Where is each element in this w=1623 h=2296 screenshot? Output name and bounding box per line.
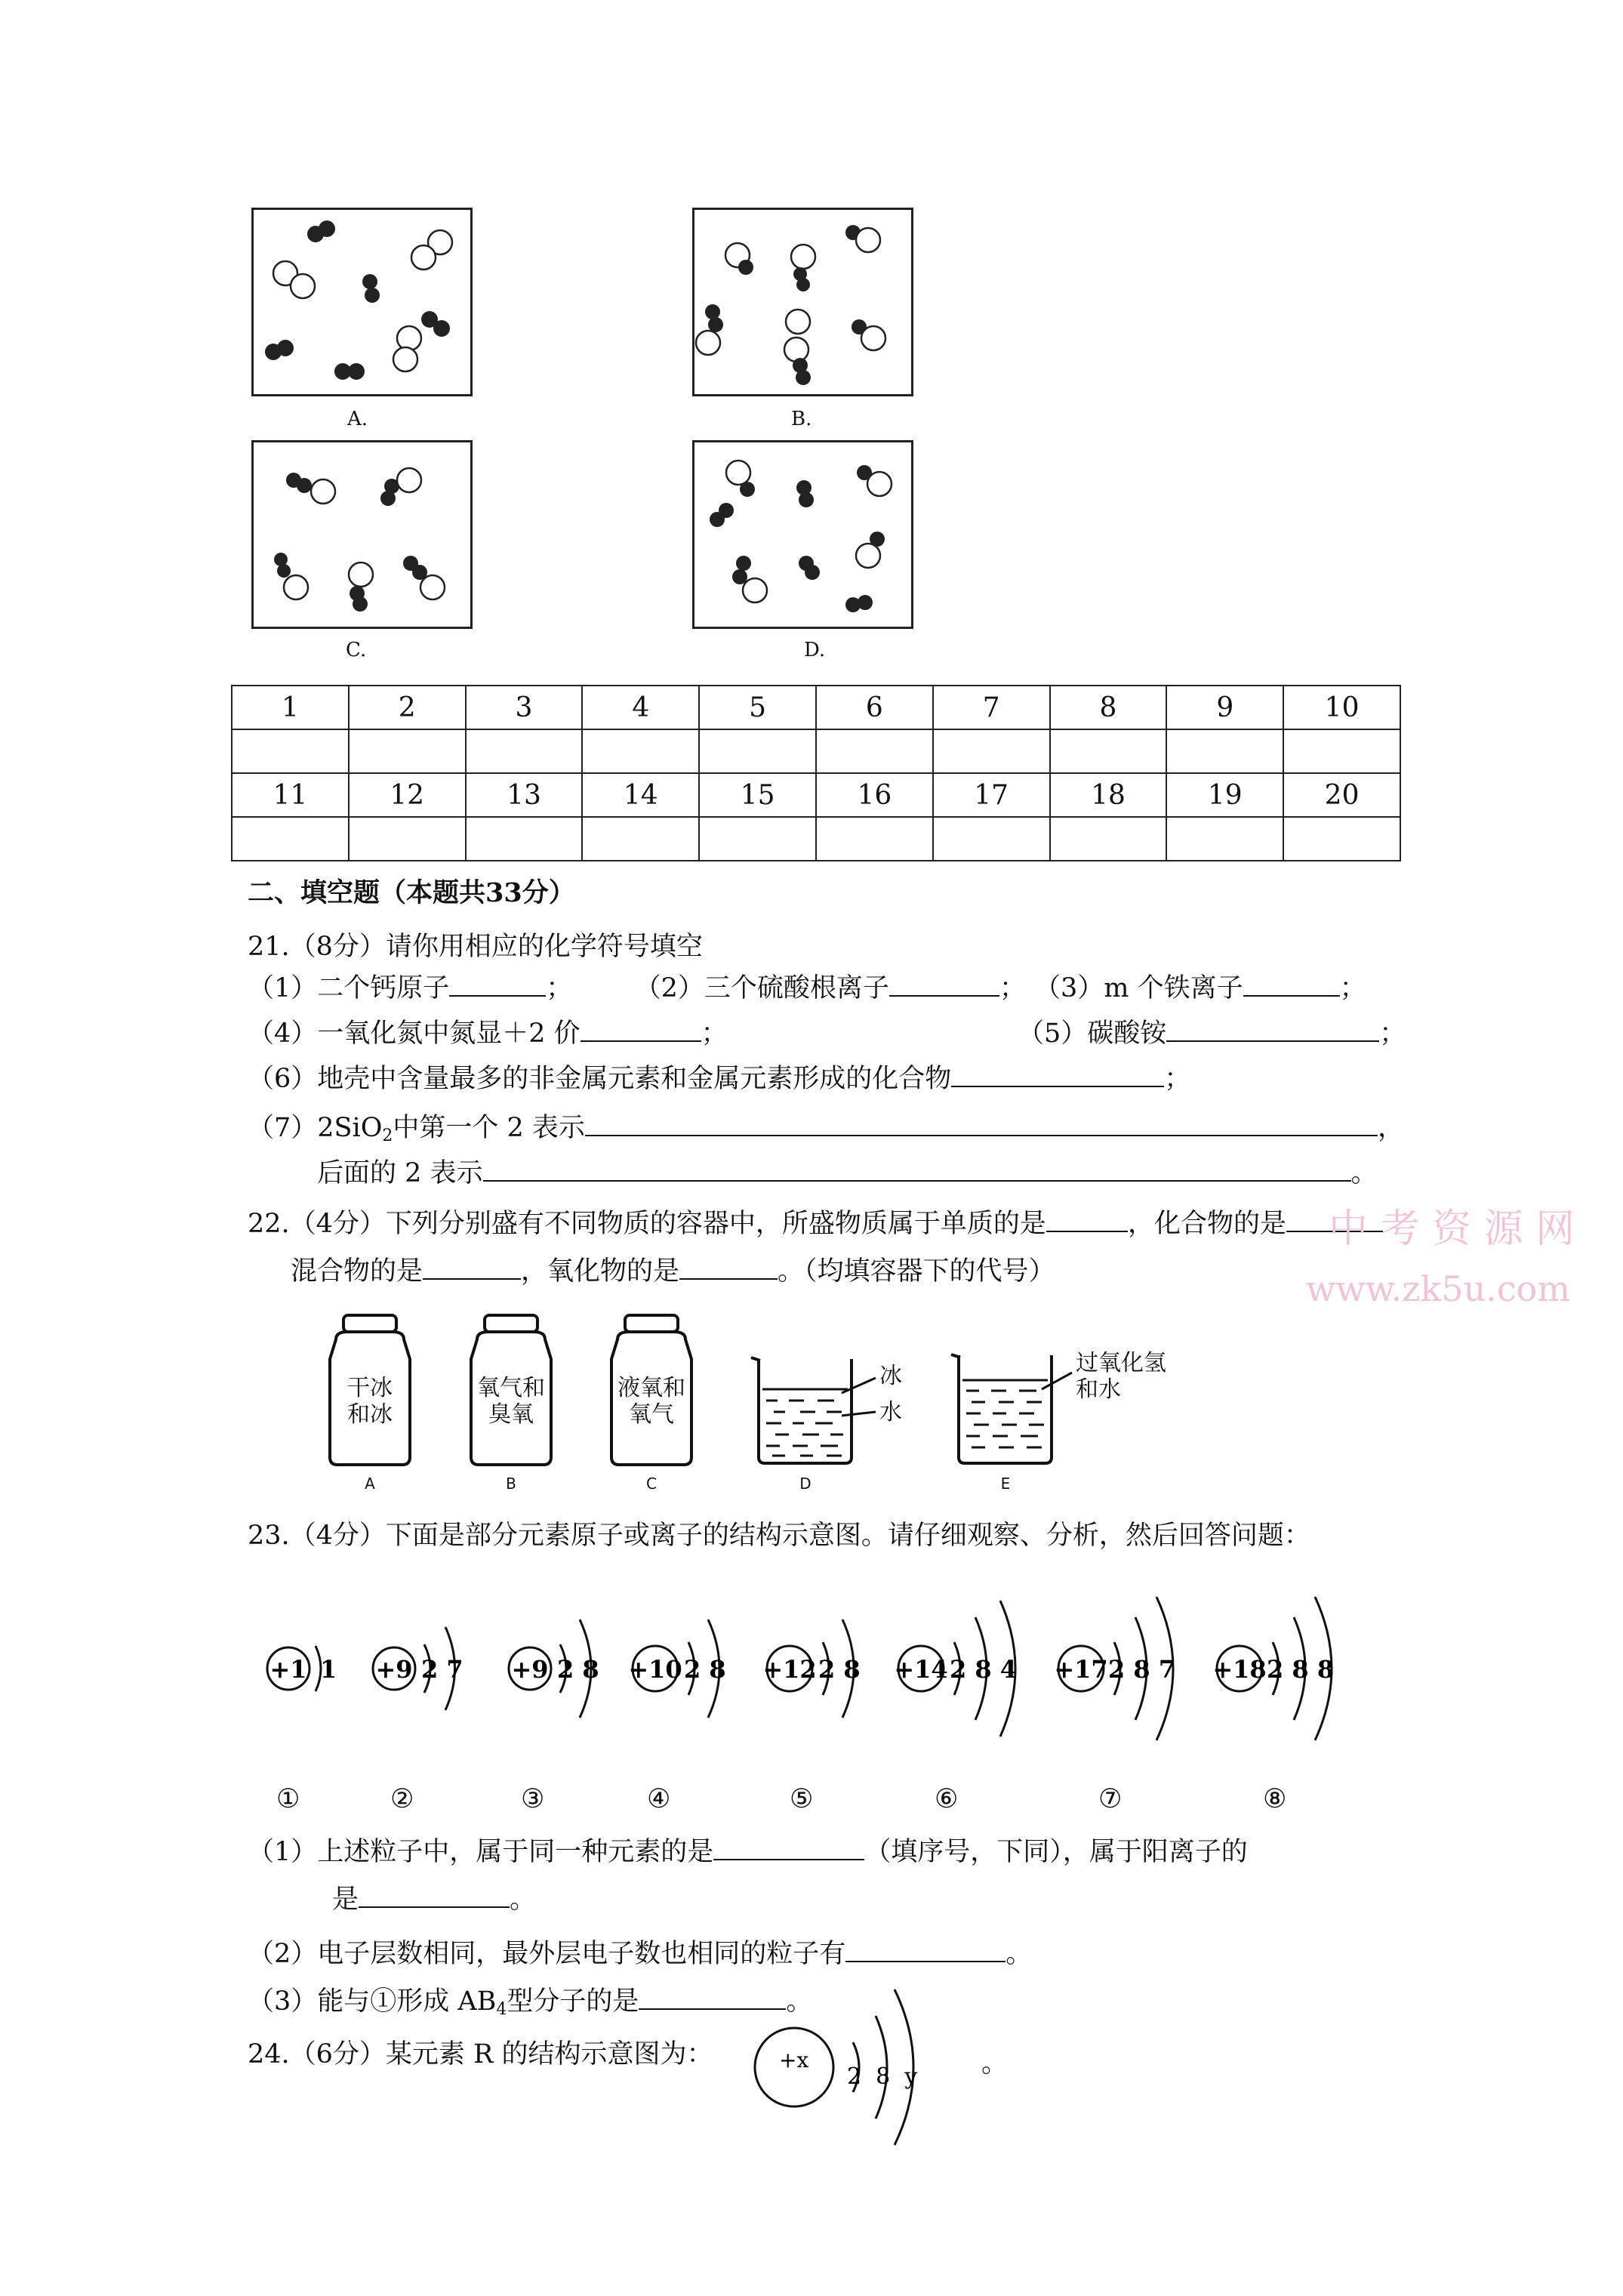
bottle-c-letter: C [646,1475,657,1493]
answer-table [231,685,1401,861]
atom-5-shells: 2 8 [818,1655,861,1684]
element-r-nucleus: +x [779,2048,809,2073]
atom-4-nucleus: +10 [628,1655,682,1684]
bottle-a-text2: 和冰 [347,1401,393,1428]
table-cell: 5 [699,686,816,729]
beaker-d-liquid [762,1378,876,1456]
answer-cell[interactable] [1166,729,1283,773]
table-cell: 20 [1283,773,1400,817]
q22-blank-oxide[interactable] [679,1256,778,1280]
table-cell: 12 [349,773,466,817]
answer-cell[interactable] [582,729,699,773]
punct: ； [546,973,573,1003]
q22-text: ，氧化物的是 [521,1256,680,1287]
punct: 。 [786,1986,813,2017]
panel-d-label: D. [804,639,826,661]
q23-text: 是 [332,1885,359,1915]
q23-text: （3）能与①形成 AB [248,1986,497,2017]
q23-blank-same-shells[interactable] [845,1938,1006,1962]
element-r-structure [747,1986,989,2159]
bottle-b-text2: 臭氧 [488,1401,534,1428]
answer-row [232,729,1400,773]
bottle-c-text1: 液氧和 [617,1375,685,1401]
answer-cell[interactable] [699,817,816,861]
q21-p1-blank[interactable] [449,972,546,997]
q22-text: 混合物的是 [291,1256,423,1287]
q22-line1 [248,1208,1383,1240]
watermark-line1: 中 考 资 源 网 [1329,1207,1575,1252]
answer-cell[interactable] [466,729,583,773]
panel-c-molecules [254,442,470,627]
q23-blank-same-element[interactable] [713,1836,864,1860]
q23-blank-cation[interactable] [359,1884,510,1908]
atom-number-8: ⑧ [1263,1784,1287,1814]
q23-line1 [248,1836,1248,1868]
atom-2-shells: 2 7 [421,1655,463,1684]
table-cell: 16 [816,773,933,817]
panel-d-molecules [694,442,911,627]
watermark-line2: www.zk5u.com [1306,1268,1570,1309]
punct: ； [1379,1019,1406,1049]
atom-4-shells: 2 8 [684,1655,726,1684]
atom-1-nucleus: +1 [269,1655,307,1684]
beaker-d-label1: 冰 [879,1363,902,1389]
beaker-d [751,1358,852,1463]
atom-number-5: ⑤ [790,1784,814,1814]
q24-stem: 24.（6分）某元素 R 的结构示意图为： [248,2039,713,2069]
panel-b-label: B. [791,408,812,430]
table-cell: 4 [582,686,699,729]
answer-cell[interactable] [933,729,1050,773]
answer-cell[interactable] [1050,817,1167,861]
q21-p2-blank[interactable] [889,972,999,997]
answer-cell[interactable] [349,817,466,861]
q21-p7-2: 后面的 2 表示 [317,1158,483,1188]
q21-line1 [248,972,1366,1004]
answer-cell[interactable] [1283,817,1400,861]
atom-number-6: ⑥ [935,1784,959,1814]
subscript: 4 [496,2000,507,2019]
panel-b [692,208,913,396]
q21-stem: 21.（8分）请你用相应的化学符号填空 [248,932,703,962]
atom-number-7: ⑦ [1098,1784,1123,1814]
q21-p4-blank[interactable] [581,1018,701,1042]
q23-text: （1）上述粒子中，属于同一种元素的是 [248,1837,714,1867]
q21-p5: （5）碳酸铵 [1018,1019,1167,1049]
q21-p7-2-blank[interactable] [483,1157,1351,1182]
bottle-a-text1: 干冰 [347,1375,393,1401]
answer-cell[interactable] [816,729,933,773]
q21-p7-blank[interactable] [585,1112,1378,1136]
atom-5-nucleus: +12 [762,1655,817,1684]
q21-p7-b: 中第一个 2 表示 [393,1113,585,1143]
panel-b-molecules [694,210,911,394]
atom-3-nucleus: +9 [511,1655,549,1684]
answer-cell[interactable] [582,817,699,861]
table-cell: 17 [933,773,1050,817]
q22-line2 [291,1256,1055,1287]
q23-line3 [248,1938,1032,1970]
atom-2-nucleus: +9 [375,1655,413,1684]
q21-p3-blank[interactable] [1243,972,1340,997]
punct: 。 [1350,1158,1378,1188]
answer-row [232,817,1400,861]
table-cell: 2 [349,686,466,729]
panel-a-label: A. [347,408,368,430]
section-title: 二、填空题（本题共33分） [248,877,575,908]
beaker-d-letter: D [799,1475,812,1493]
atom-number-1: ① [276,1784,300,1814]
atom-6-nucleus: +14 [894,1655,948,1684]
answer-cell[interactable] [816,817,933,861]
q23-text: （2）电子层数相同，最外层电子数也相同的粒子有 [248,1939,846,1969]
q21-p1: （1）二个钙原子 [248,973,450,1003]
answer-cell[interactable] [699,729,816,773]
table-cell: 19 [1166,773,1283,817]
panel-a-molecules [254,210,470,394]
bottle-a-letter: A [365,1475,375,1493]
q22-text: 22.（4分）下列分别盛有不同物质的容器中，所盛物质属于单质的是 [248,1209,1046,1239]
subscript: 2 [382,1126,393,1145]
table-cell: 11 [232,773,349,817]
q23-text: 型分子的是 [507,1986,639,2017]
punct: 。 [1006,1939,1033,1969]
q23-line4 [248,1986,812,2020]
table-cell: 6 [816,686,933,729]
table-cell: 18 [1050,773,1167,817]
beaker-e-liquid [962,1373,1072,1447]
table-cell: 15 [699,773,816,817]
panel-c [251,440,473,629]
bottle-b-text1: 氧气和 [477,1375,545,1401]
table-row [232,686,1400,729]
beaker-e-label2: 和水 [1076,1376,1121,1403]
punct: 。 [510,1885,537,1915]
q21-p6: （6）地壳中含量最多的非金属元素和金属元素形成的化合物 [248,1064,952,1094]
element-r-shells: 2 8 y [847,2063,918,2090]
q21-p5-blank[interactable] [1166,1018,1379,1042]
q21-p2: （2）三个硫酸根离子 [634,973,889,1003]
q23-text: （填序号，下同），属于阳离子的 [864,1837,1248,1867]
q21-p6-blank[interactable] [951,1063,1164,1087]
table-cell: 7 [933,686,1050,729]
panel-c-label: C. [346,639,367,661]
atom-7-nucleus: +17 [1054,1655,1108,1684]
table-row [232,773,1400,817]
table-cell: 1 [232,686,349,729]
punct: ； [999,973,1026,1003]
q23-line2 [332,1884,536,1915]
bottle-c-text2: 氧气 [629,1401,674,1428]
beaker-e-label1: 过氧化氢 [1076,1350,1166,1376]
q21-p3: （3）m 个铁离子 [1034,973,1243,1003]
atom-number-4: ④ [647,1784,671,1814]
q21-line2b [1018,1018,1406,1049]
q21-line4 [248,1112,1404,1146]
atom-1-shells: 1 [320,1655,337,1684]
atom-number-3: ③ [521,1784,545,1814]
answer-cell[interactable] [349,729,466,773]
q22-text: 。（均填容器下的代号） [778,1256,1055,1287]
q21-p4: （4）一氧化氮中氮显＋2 价 [248,1019,581,1049]
atom-7-shells: 2 8 7 [1108,1655,1176,1684]
q24-end: 。 [981,2048,1009,2079]
atom-6-shells: 2 8 4 [950,1655,1018,1684]
q21-line3 [248,1063,1190,1095]
panel-d [692,440,913,629]
bottle-b-letter: B [506,1475,516,1493]
atom-8-nucleus: +18 [1212,1655,1267,1684]
answer-cell[interactable] [1283,729,1400,773]
punct: ； [1164,1064,1191,1094]
q21-p7-a: （7）2SiO [248,1113,383,1143]
beaker-e-letter: E [1000,1475,1011,1493]
q21-line2 [248,1018,728,1049]
q22-text: ，化合物的是 [1127,1209,1286,1239]
punct: ； [1339,973,1366,1003]
punct: ， [1377,1113,1404,1143]
q21-line5 [317,1157,1378,1189]
atom-structures [257,1570,1351,1782]
table-cell: 8 [1050,686,1167,729]
table-cell: 3 [466,686,583,729]
table-cell: 14 [582,773,699,817]
answer-cell[interactable] [1166,817,1283,861]
atom-3-shells: 2 8 [557,1655,599,1684]
answer-cell[interactable] [232,817,349,861]
panel-a [251,208,473,396]
answer-cell[interactable] [933,817,1050,861]
table-cell: 9 [1166,686,1283,729]
table-cell: 10 [1283,686,1400,729]
containers-figure [313,1306,1295,1502]
atom-8-shells: 2 8 8 [1267,1655,1335,1684]
q23-stem: 23.（4分）下面是部分元素原子或离子的结构示意图。请仔细观察、分析，然后回答问题： [248,1521,1310,1551]
table-cell: 13 [466,773,583,817]
answer-cell[interactable] [1050,729,1167,773]
atom-number-2: ② [390,1784,414,1814]
q22-blank-mixture[interactable] [423,1256,521,1280]
answer-cell[interactable] [466,817,583,861]
answer-cell[interactable] [232,729,349,773]
q22-blank-element[interactable] [1046,1208,1128,1232]
beaker-d-label2: 水 [879,1399,902,1425]
punct: ； [701,1019,728,1049]
